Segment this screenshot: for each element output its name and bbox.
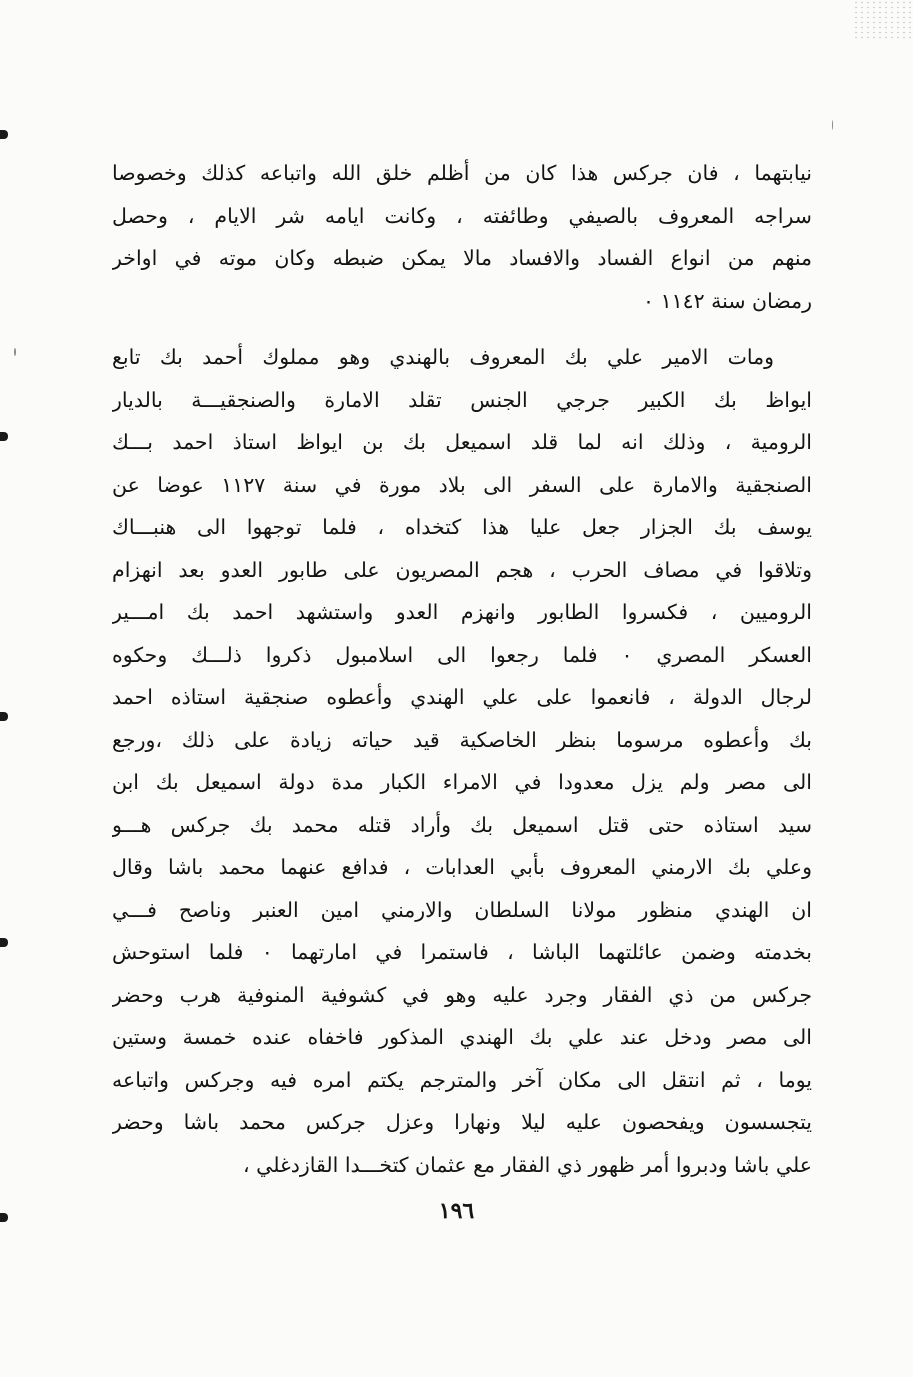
text-line: الصنجقية والامارة على السفر الى بلاد مورة في سنة ١١٢٧ عوضا عن bbox=[112, 472, 812, 497]
paragraph-1 bbox=[112, 152, 812, 322]
scan-edge-mark bbox=[0, 432, 8, 441]
text-line: سراجه المعروف بالصيفي وطائفته ، وكانت ايامه شر الايام ، وحصل bbox=[112, 203, 812, 228]
text-line: العسكر المصري ٠ فلما رجعوا الى اسلامبول ذكروا ذلـــك وحكوه bbox=[112, 642, 812, 667]
text-line: بك وأعطوه مرسوما بنظر الخاصكية قيد حياته زيادة على ذلك ،ورجع bbox=[112, 727, 812, 752]
text-line: بخدمته وضمن عائلتهما الباشا ، فاستمرا في امارتهما ٠ فلما استوحش bbox=[112, 940, 812, 964]
text-line: منهم من انواع الفساد والافساد مالا يمكن ضبطه وكان موته في اواخر bbox=[112, 246, 812, 270]
text-line: ومات الامير علي بك المعروف بالهندي وهو مملوك أحمد بك تابع bbox=[112, 345, 774, 369]
scan-noise bbox=[853, 0, 913, 40]
text-line: الى مصر ودخل عند علي بك الهندي المذكور فاخفاه عنده خمسة وستين bbox=[112, 1025, 812, 1049]
text-line: الروميين ، فكسروا الطابور وانهزم العدو واستشهد احمد بك امـــير bbox=[112, 600, 812, 624]
scan-edge-mark bbox=[0, 938, 8, 947]
page-number: ١٩٦ bbox=[438, 1198, 475, 1224]
scan-edge-mark bbox=[0, 712, 8, 721]
text-line: ايواظ بك الكبير جرجي الجنس تقلد الامارة والصنجقيـــة بالديار bbox=[112, 387, 812, 412]
text-line: سيد استاذه حتى قتل اسميعل بك وأراد قتله محمد بك جركس هـــو bbox=[112, 812, 812, 837]
text-line: يوما ، ثم انتقل الى مكان آخر والمترجم يكتم امره فيه وجركس واتباعه bbox=[112, 1067, 812, 1092]
text-line: الى مصر ولم يزل معدودا في الامراء الكبار مدة دولة اسميعل بك ابن bbox=[112, 770, 812, 794]
dust-speck bbox=[14, 348, 16, 356]
dust-speck bbox=[832, 120, 833, 130]
scan-edge-mark bbox=[0, 1213, 8, 1222]
text-line: الرومية ، وذلك انه لما قلد اسميعل بك بن ايواظ استاذ احمد بـــك bbox=[112, 430, 812, 454]
text-line: نيابتهما ، فان جركس هذا كان من أظلم خلق الله واتباعه كذلك وخصوصا bbox=[112, 161, 812, 185]
text-line: وتلاقوا في مصاف الحرب ، هجم المصريون على طابور العدو بعد انهزام bbox=[112, 557, 812, 582]
text-line: ان الهندي منظور مولانا السلطان والارمني امين العنبر وناصح فـــي bbox=[112, 897, 812, 922]
text-line: جركس من ذي الفقار وجرد عليه وهو في كشوفية المنوفية هرب وحضر bbox=[112, 982, 812, 1007]
paragraph-2 bbox=[112, 336, 812, 1186]
scan-edge-mark bbox=[0, 130, 8, 139]
text-line: رمضان سنة ١١٤٢ ٠ bbox=[643, 288, 812, 313]
text-line: علي باشا ودبروا أمر ظهور ذي الفقار مع عثمان كتخـــدا القازدغلي ، bbox=[243, 1152, 812, 1177]
text-line: يوسف بك الجزار جعل عليا هذا كتخداه ، فلما توجهوا الى هنبـــاك bbox=[112, 515, 812, 539]
text-line: لرجال الدولة ، فانعموا على علي الهندي وأعطوه صنجقية استاذه احمد bbox=[112, 685, 812, 709]
text-line: يتجسسون ويفحصون عليه ليلا ونهارا وعزل جركس محمد باشا وحضر bbox=[112, 1110, 812, 1134]
text-line: وعلي بك الارمني المعروف بأبي العدابات ، فدافع عنهما محمد باشا وقال bbox=[112, 855, 812, 879]
